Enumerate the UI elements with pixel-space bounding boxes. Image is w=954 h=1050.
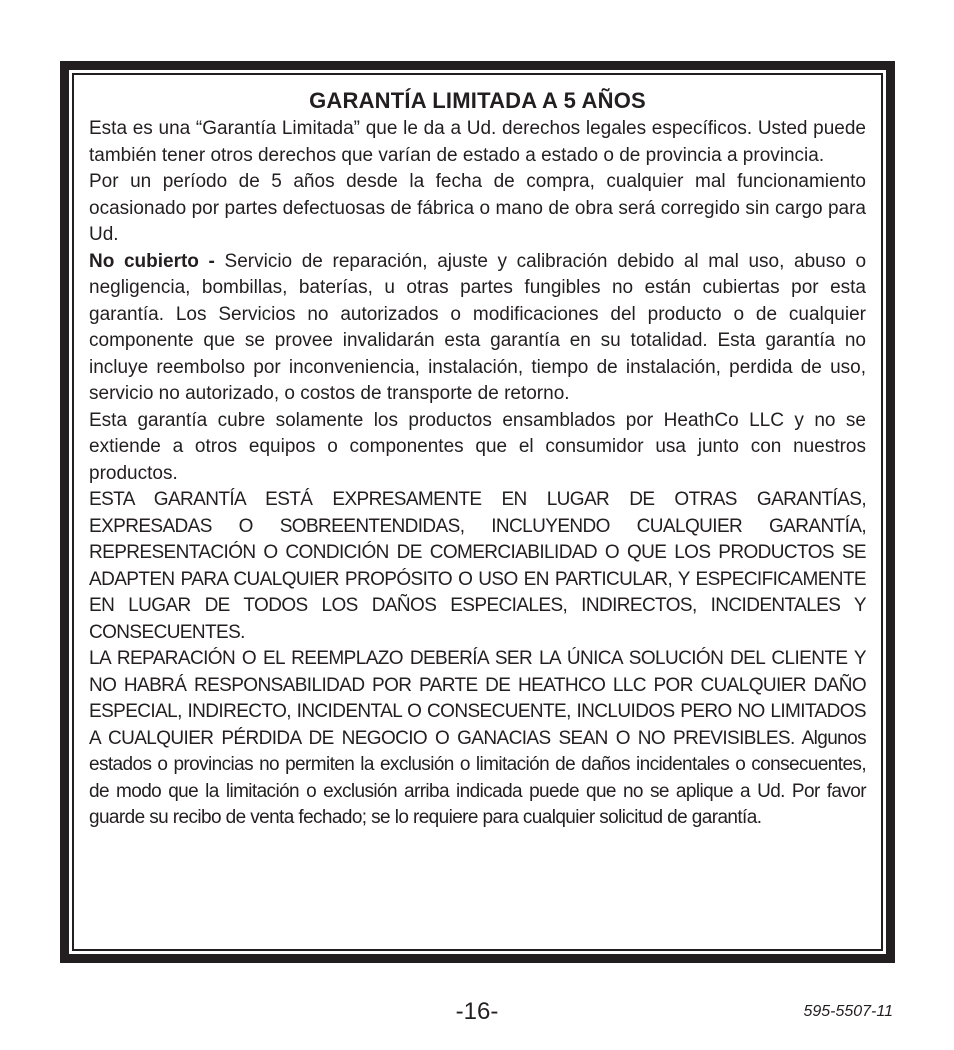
warranty-box-gap [69, 70, 886, 954]
page-number: -16- [455, 998, 499, 1025]
document-code: 595-5507-11 [803, 1003, 893, 1020]
warranty-not-covered-paragraph [89, 249, 866, 408]
not-covered-label: No cubierto - [89, 250, 215, 272]
warranty-title: GARANTÍA LIMITADA A 5 AÑOS [309, 88, 646, 113]
warranty-coverage-paragraph: Por un período de 5 años desde la fecha de compra, cualquier mal funcionamiento ocasionado por partes defectuosas de fábrica o mano de obra será corregido sin cargo para Ud. [89, 171, 866, 245]
warranty-disclaimer-paragraph: ESTA GARANTÍA ESTÁ EXPRESAMENTE EN LUGAR DE OTRAS GARANTÍAS, EXPRESADAS O SOBREENTENDIDAS, INCLUYENDO CUALQUIER GARANTÍA, REPRESENTACIÓN O CONDICIÓN DE COMERCIABILIDAD O QUE LOS PRODUCTOS SE ADAPTEN PARA CUALQUIER PROPÓSITO O USO EN PARTICULAR, Y ESPECIFICAMENTE EN LUGAR DE TODOS LOS DAÑOS ESPECIALES, INDIRECTOS, INCIDENTALES Y CONSECUENTES. [89, 489, 866, 643]
warranty-content [72, 73, 883, 951]
warranty-remedy-paragraph: LA REPARACIÓN O EL REEMPLAZO DEBERÍA SER LA ÚNICA SOLUCIÓN DEL CLIENTE Y NO HABRÁ RESPONSABILIDAD POR PARTE DE HEATHCO LLC POR CUALQUIER DAÑO ESPECIAL, INDIRECTO, INCIDENTAL O CONSECUENTE, INCLUIDOS PERO NO LIMITADOS A CUALQUIER PÉRDIDA DE NEGOCIO O GANACIAS SEAN O NO PREVISIBLES. Algunos estados o provincias no permiten la exclusión o limitación de daños incidentales o consecuentes, de modo que la limitación o exclusión arriba indicada puede que no se aplique a Ud. Por favor guarde su recibo de venta fechado; se lo requiere para cualquier solicitud de garantía. [89, 648, 866, 828]
warranty-scope-paragraph: Esta garantía cubre solamente los productos ensamblados por HeathCo LLC y no se extiende a otros equipos o componentes que el consumidor usa junto con nuestros productos. [89, 409, 866, 484]
warranty-intro-paragraph: Esta es una “Garantía Limitada” que le da a Ud. derechos legales específicos. Usted puede también tener otros derechos que varían de estado a estado o de provincia a provincia. [89, 118, 866, 166]
not-covered-text: Servicio de reparación, ajuste y calibración debido al mal uso, abuso o negligencia, bombillas, baterías, u otras partes fungibles no están cubiertas por esta garantía. Los Servicios no autorizados o modificaciones del producto o de cualquier componente que se provee invalidarán esta garantía en su totalidad. Esta garantía no incluye reembolso por inconveniencia, instalación, tiempo de instalación, perdida de uso, servicio no autorizado, o costos de transporte de retorno. [89, 250, 867, 404]
warranty-box [60, 61, 895, 963]
